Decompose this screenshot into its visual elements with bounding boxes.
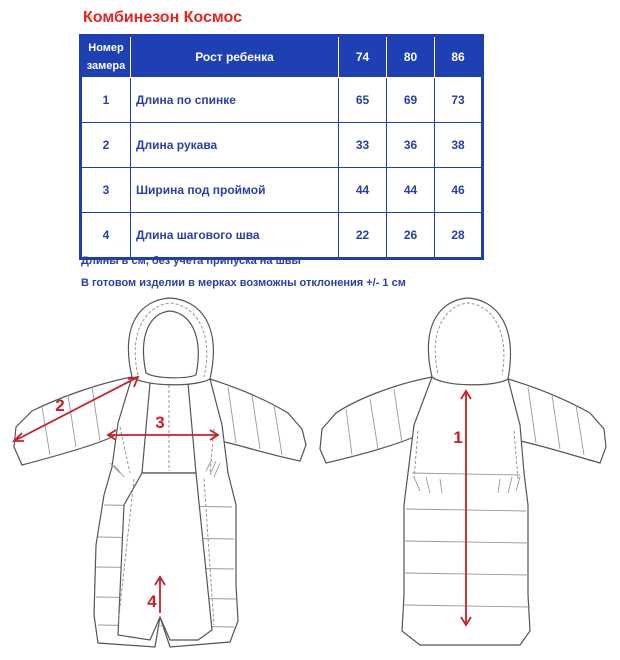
header-num-line2: замера <box>86 60 126 72</box>
jumpsuit-drawings <box>0 295 620 660</box>
row-value: 44 <box>387 168 435 213</box>
header-measure-number <box>81 36 131 78</box>
row-measure-name: Длина рукава <box>131 123 339 168</box>
row-measure-name: Длина шагового шва <box>131 213 339 259</box>
header-size-80: 80 <box>387 36 435 78</box>
back-view-drawing <box>320 298 606 645</box>
row-value: 65 <box>339 78 387 123</box>
row-number: 4 <box>81 213 131 259</box>
header-child-height: Рост ребенка <box>131 36 339 78</box>
row-value: 36 <box>387 123 435 168</box>
table-row <box>81 213 483 259</box>
header-num-line1: Номер <box>88 42 124 54</box>
mark-label-2: 2 <box>55 396 65 415</box>
row-value: 22 <box>339 213 387 259</box>
mark-label-3: 3 <box>155 413 165 432</box>
page-title: Комбинезон Космос <box>83 9 242 26</box>
header-size-86: 86 <box>435 36 483 78</box>
row-value: 46 <box>435 168 483 213</box>
note-lengths: Длины в см, без учета припуска на швы <box>81 255 301 267</box>
row-value: 33 <box>339 123 387 168</box>
row-value: 69 <box>387 78 435 123</box>
mark-label-1: 1 <box>453 428 463 447</box>
row-number: 2 <box>81 123 131 168</box>
row-number: 3 <box>81 168 131 213</box>
table-row <box>81 123 483 168</box>
table-row <box>81 78 483 123</box>
row-value: 44 <box>339 168 387 213</box>
table-row <box>81 168 483 213</box>
row-number: 1 <box>81 78 131 123</box>
header-size-74: 74 <box>339 36 387 78</box>
row-measure-name: Ширина под проймой <box>131 168 339 213</box>
note-tolerance: В готовом изделии в мерках возможны отклонения +/- 1 см <box>81 277 406 289</box>
row-value: 26 <box>387 213 435 259</box>
row-value: 38 <box>435 123 483 168</box>
table-header-row <box>81 36 483 78</box>
size-table <box>79 34 484 260</box>
mark-label-4: 4 <box>147 592 157 611</box>
row-value: 73 <box>435 78 483 123</box>
row-measure-name: Длина по спинке <box>131 78 339 123</box>
row-value: 28 <box>435 213 483 259</box>
